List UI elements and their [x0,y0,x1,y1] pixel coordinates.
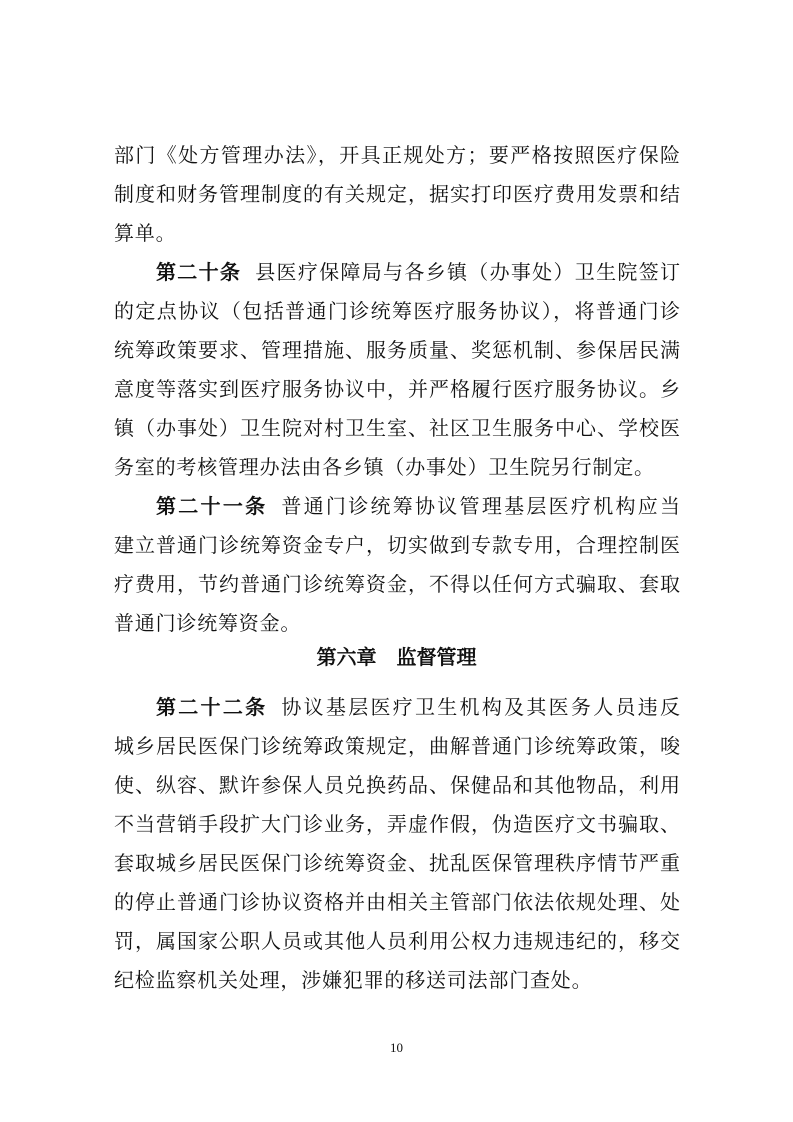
text-line [114,253,680,292]
page-number: 10 [390,1040,403,1055]
text-line [114,688,680,727]
text-line: 意度等落实到医疗服务协议中，并严格履行医疗服务协议。乡 [114,377,680,401]
text-line: 罚，属国家公职人员或其他人员利用公权力违规违纪的，移交 [114,929,680,953]
chapter-number: 第六章 [316,645,377,669]
article-21 [114,487,680,643]
article-text: 普通门诊统筹协议管理基层医疗机构应当 [281,494,681,518]
text-line [114,487,680,526]
text-line: 统筹政策要求、管理措施、服务质量、奖惩机制、参保居民满 [114,338,680,362]
text-line: 城乡居民医保门诊统筹政策规定，曲解普通门诊统筹政策，唆 [114,734,680,758]
text-line: 疗费用，节约普通门诊统筹资金，不得以任何方式骗取、套取 [114,572,680,596]
paragraph-continuation [114,136,680,253]
article-20 [114,253,680,487]
chapter-heading [0,638,793,677]
article-22 [114,688,680,1000]
text-line: 镇（办事处）卫生院对村卫生室、社区卫生服务中心、学校医 [114,416,680,440]
article-label: 第二十条 [156,260,242,284]
text-line: 纪检监察机关处理，涉嫌犯罪的移送司法部门查处。 [114,968,593,992]
text-line: 的停止普通门诊协议资格并由相关主管部门依法依规处理、处 [114,890,680,914]
text-line: 套取城乡居民医保门诊统筹资金、扰乱医保管理秩序情节严重 [114,851,680,875]
text-line: 的定点协议（包括普通门诊统筹医疗服务协议），将普通门诊 [114,299,680,323]
text-line: 使、纵容、默许参保人员兑换药品、保健品和其他物品，利用 [114,773,680,797]
text-line: 普通门诊统筹资金。 [114,611,302,635]
text-line: 算单。 [114,221,177,245]
text-line: 制度和财务管理制度的有关规定，据实打印医疗费用发票和结 [114,182,680,206]
text-line: 务室的考核管理办法由各乡镇（办事处）卫生院另行制定。 [114,455,655,479]
text-line: 建立普通门诊统筹资金专户，切实做到专款专用，合理控制医 [114,533,680,557]
article-label: 第二十一条 [156,494,268,518]
text-line: 部门《处方管理办法》，开具正规处方；要严格按照医疗保险 [114,143,680,167]
article-text: 协议基层医疗卫生机构及其医务人员违反 [281,695,681,719]
chapter-title: 监督管理 [396,645,477,669]
text-line: 不当营销手段扩大门诊业务，弄虚作假，伪造医疗文书骗取、 [114,812,680,836]
article-label: 第二十二条 [156,695,268,719]
article-text: 县医疗保障局与各乡镇（办事处）卫生院签订 [255,260,681,284]
